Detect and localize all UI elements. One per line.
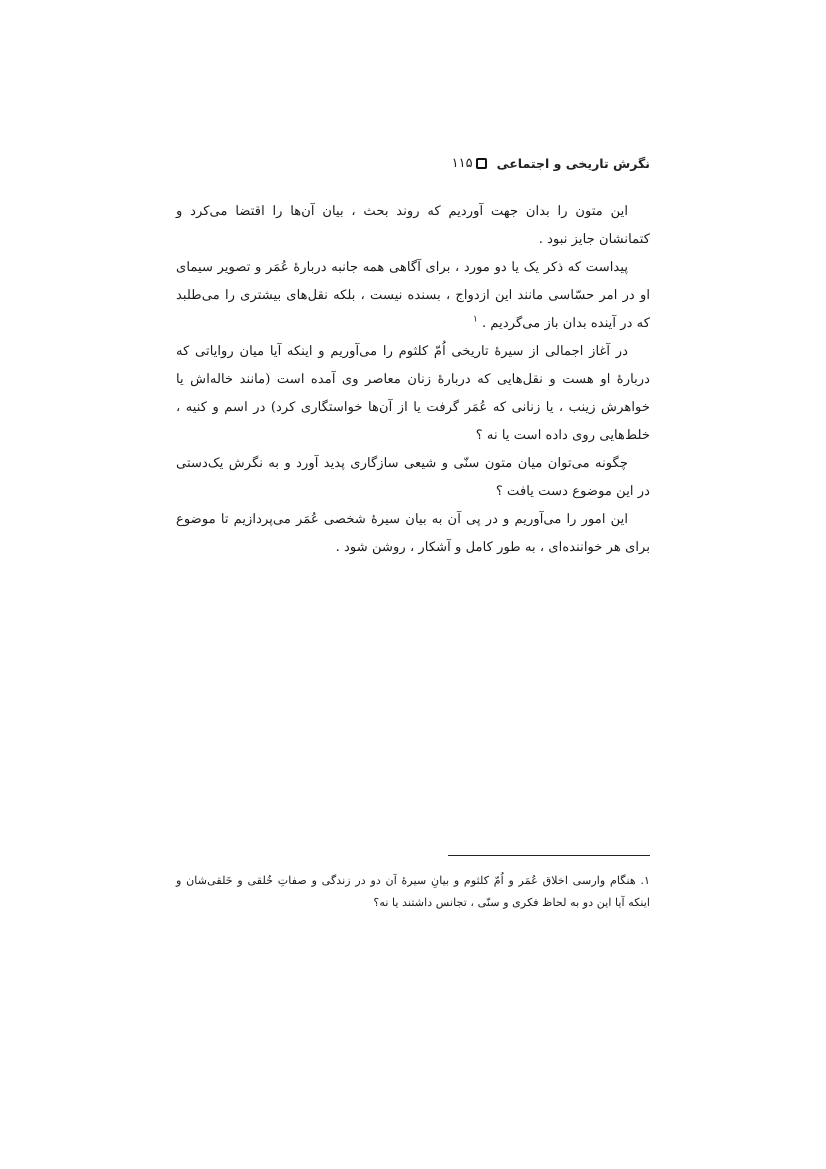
- paragraph-text: پیداست که ذکر یک یا دو مورد ، برای آگاهی همه جانبه دربارهٔ عُمَر و تصویر سیمای او در امر حسّاسی مانند این ازدواج ، بسنده نیست ، بلکه نقل‌های بیشتری را می‌طلبد که در آینده بدان باز می‌گردیم .: [176, 260, 650, 331]
- page-header: [176, 150, 650, 176]
- footnotes: [176, 870, 650, 914]
- body-text: [176, 198, 650, 562]
- square-box-icon: [476, 158, 487, 169]
- running-title: نگرش تاریخی و اجتماعی: [496, 155, 650, 171]
- footnote: ۱. هنگام وارسی اخلاق عُمَر و اُمّ کلثوم و بیانِ سیرهٔ آن دو در زندگی و صفاتِ خُلقی و خَلقی‌شان و اینکه آیا این دو به لحاظ فکری و سنّی ، تجانس داشتند یا نه؟: [176, 874, 650, 909]
- paragraph: در آغاز اجمالی از سیرهٔ تاریخی اُمّ کلثوم را می‌آوریم و اینکه آیا میان روایاتی که دربارهٔ او هست و نقل‌هایی که دربارهٔ زنان معاصر وی آمده است (مانند خاله‌اش یا خواهرش زینب ، یا زنانی که عُمَر گرفت یا از آن‌ها خواستگاری کرد) در اسم و کنیه ، خلط‌هایی روی داده است یا نه ؟: [176, 344, 650, 443]
- paragraph: چگونه می‌توان میان متون سنّی و شیعی سازگاری پدید آورد و به نگرش یک‌دستی در این موضوع دست یافت ؟: [176, 456, 650, 499]
- footnote-reference: ۱: [472, 314, 478, 325]
- paragraph: [176, 254, 650, 338]
- paragraph: این متون را بدان جهت آوردیم که روند بحث ، بیان آن‌ها را اقتضا می‌کرد و کتمانشان جایز نبود .: [176, 204, 650, 247]
- footnote-divider: [448, 855, 650, 856]
- page-number: ۱۱۵: [451, 155, 473, 171]
- paragraph: این امور را می‌آوریم و در پی آن به بیان سیرهٔ شخصی عُمَر می‌پردازیم تا موضوع برای هر خواننده‌ای ، به طور کامل و آشکار ، روشن شود .: [176, 512, 650, 555]
